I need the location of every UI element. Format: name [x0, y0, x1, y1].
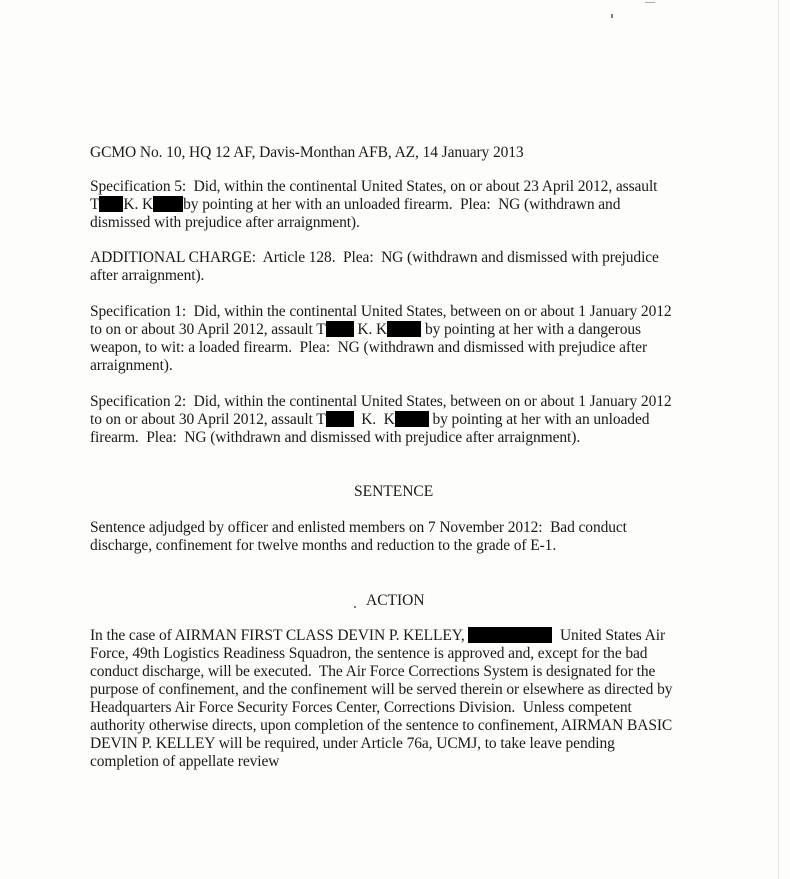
action-line-2: Force, 49th Logistics Readiness Squadron, the sentence is approved and, except for the bad — [90, 645, 648, 662]
spec1-text-a: to on or about 30 April 2012, assault T — [90, 321, 326, 338]
additional-charge-line-1: ADDITIONAL CHARGE: Article 128. Plea: NG (withdrawn and dismissed with prejudice — [90, 249, 659, 266]
redaction-box — [99, 196, 123, 212]
redaction-box — [395, 411, 429, 427]
spec2-text-b: K. K — [361, 411, 395, 428]
spec5-line-3: dismissed with prejudice after arraignment). — [90, 214, 360, 231]
scan-speck — [645, 2, 655, 3]
sentence-line-2: discharge, confinement for twelve months and reduction to the grade of E-1. — [90, 537, 557, 554]
action-line-4: purpose of confinement, and the confinement will be served therein or elsewhere as directed by — [90, 681, 673, 698]
order-header: GCMO No. 10, HQ 12 AF, Davis-Monthan AFB, AZ, 14 January 2013 — [90, 144, 524, 161]
redaction-box — [326, 411, 354, 427]
scan-speck — [611, 14, 613, 18]
action-text-a: In the case of AIRMAN FIRST CLASS DEVIN P. KELLEY, — [90, 627, 465, 644]
action-line-6: authority otherwise directs, upon completion of the sentence to confinement, AIRMAN BASIC — [90, 717, 673, 734]
spec5-line-2 — [90, 196, 620, 214]
action-heading: ACTION — [366, 592, 425, 609]
scan-speck — [354, 606, 356, 608]
sentence-heading: SENTENCE — [354, 483, 434, 500]
action-line-3: conduct discharge, will be executed. The Air Force Corrections System is designated for the — [90, 663, 656, 680]
spec5-text-a: T — [90, 196, 100, 213]
spec2-text-a: to on or about 30 April 2012, assault T — [90, 411, 326, 428]
redaction-box — [153, 196, 183, 212]
spec1-line-2 — [90, 321, 641, 339]
spec5-text-c: by pointing at her with an unloaded firearm. Plea: NG (withdrawn and — [183, 196, 621, 213]
action-line-1 — [90, 627, 665, 645]
spec1-text-b: K. K — [357, 321, 388, 338]
redaction-box — [387, 321, 421, 337]
spec1-line-3: weapon, to wit: a loaded firearm. Plea: NG (withdrawn and dismissed with prejudice after — [90, 339, 648, 356]
spec2-line-3: firearm. Plea: NG (withdrawn and dismissed with prejudice after arraignment). — [90, 429, 581, 446]
action-line-7: DEVIN P. KELLEY will be required, under Article 76a, UCMJ, to take leave pending — [90, 735, 615, 752]
spec5-line-1: Specification 5: Did, within the continental United States, on or about 23 April 2012, assault — [90, 178, 658, 195]
action-text-b: United States Air — [559, 627, 666, 644]
scan-speck — [778, 0, 779, 879]
action-line-5: Headquarters Air Force Security Forces Center, Corrections Division. Unless competent — [90, 699, 632, 716]
spec1-line-1: Specification 1: Did, within the continental United States, between on or about 1 January 2012 — [90, 303, 672, 320]
spec1-line-4: arraignment). — [90, 357, 173, 374]
spec2-line-2 — [90, 411, 649, 429]
spec2-line-1: Specification 2: Did, within the continental United States, between on or about 1 January 2012 — [90, 393, 672, 410]
sentence-line-1: Sentence adjudged by officer and enlisted members on 7 November 2012: Bad conduct — [90, 519, 627, 536]
spec5-text-b: K. K — [123, 196, 154, 213]
spec2-text-c: by pointing at her with an unloaded — [432, 411, 650, 428]
redaction-box — [468, 627, 552, 643]
spec1-text-c: by pointing at her with a dangerous — [424, 321, 641, 338]
action-line-8: completion of appellate review — [90, 753, 280, 770]
additional-charge-line-2: after arraignment). — [90, 267, 205, 284]
redaction-box — [326, 321, 354, 337]
